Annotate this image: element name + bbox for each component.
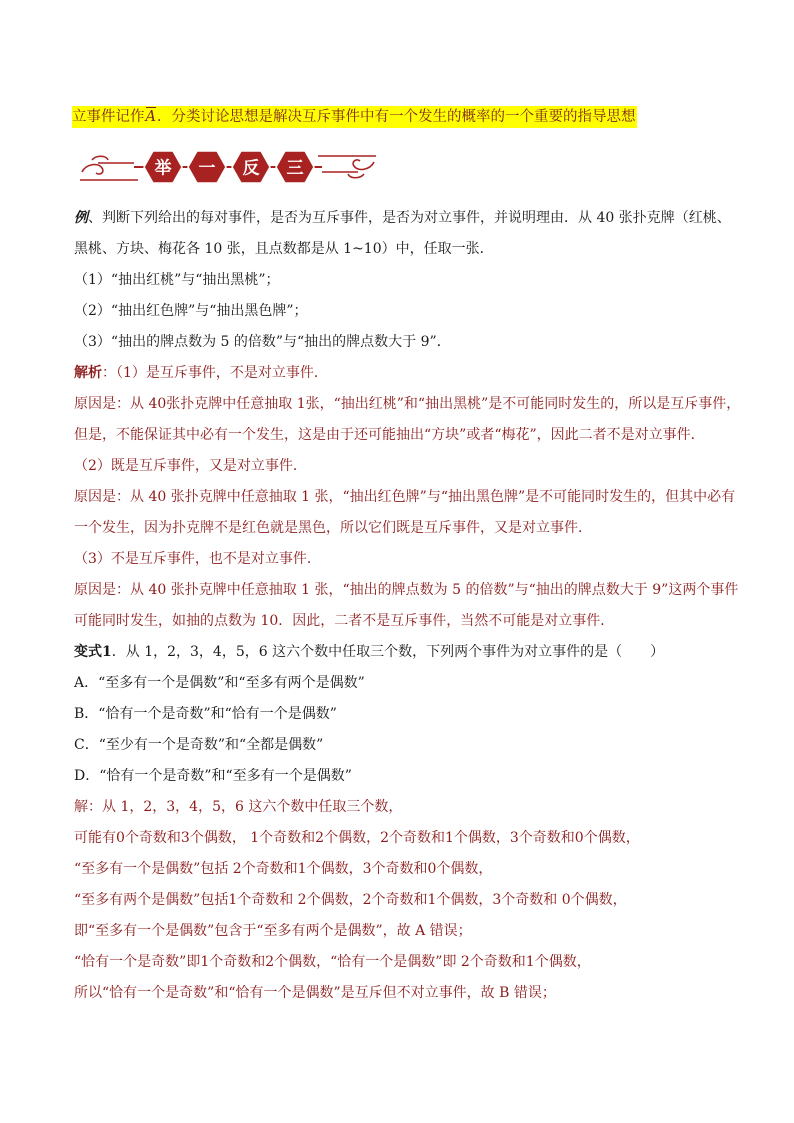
example-line-1 — [74, 208, 731, 228]
analysis-p3-reason-1: 原因是：从 40 张扑克牌中任意抽取 1 张，“抽出的牌点数为 5 的倍数”与“抽出的牌点数大于 9”这两个事件 — [74, 582, 739, 598]
variant-question — [74, 642, 664, 662]
solution-line-7: 所以“恰有一个是奇数”和“恰有一个是偶数”是互斥但不对立事件，故 B 错误； — [74, 985, 556, 1001]
example-item-2: （2）“抽出红色牌”与“抽出黑色牌”； — [74, 303, 308, 319]
banner-char-3: 反 — [242, 158, 260, 179]
example-item-3: （3）“抽出的牌点数为 5 的倍数”与“抽出的牌点数大于 9”． — [74, 334, 451, 350]
example-line-2: 黑桃、方块、梅花各 10 张，且点数都是从 1~10）中，任取一张． — [74, 241, 494, 257]
example-lead: 例 — [74, 210, 88, 226]
option-c: C．“至少有一个是奇数”和“全都是偶数” — [74, 737, 324, 753]
analysis-p1-reason-1: 原因是：从 40张扑克牌中任意抽取 1张，“抽出红桃”和“抽出黑桃”是不可能同时发生的，所以是互斥事件， — [74, 396, 741, 412]
banner-badge-3 — [232, 151, 270, 183]
intro-text-pre: 立事件记作 — [72, 109, 145, 125]
banner-char-4: 三 — [286, 158, 304, 179]
variant-label: 变式1 — [74, 644, 112, 660]
analysis-p1-reason-2: 但是，不能保证其中必有一个发生，这是由于还可能抽出“方块”或者“梅花”，因此二者不是对立事件． — [74, 427, 705, 443]
banner-badge-4 — [276, 151, 314, 183]
analysis-p2: （2）既是互斥事件，又是对立事件． — [74, 458, 307, 474]
right-cloud-ornament — [318, 156, 376, 178]
option-a: A．“至多有一个是偶数”和“至多有两个是偶数” — [74, 675, 365, 691]
banner-badge-1 — [144, 151, 182, 183]
a-bar-symbol: A — [146, 106, 156, 128]
analysis-p1: ：（1）是互斥事件，不是对立事件． — [102, 365, 328, 381]
solution-line-5: 即“至多有一个是偶数”包含于“至多有两个是偶数”，故 A 错误； — [74, 923, 472, 939]
example-item-1: （1）“抽出红桃”与“抽出黑桃”； — [74, 272, 280, 288]
solution-line-4: “至多有两个是偶数”包括1个奇数和 2个偶数，2个奇数和1个偶数，3个奇数和 0个偶数， — [74, 892, 627, 908]
left-cloud-ornament — [80, 156, 138, 180]
intro-highlight — [72, 106, 637, 128]
intro-text-post: ．分类讨论思想是解决互斥事件中有一个发生的概率的一个重要的指导思想 — [156, 109, 636, 125]
solution-line-3: “至多有一个是偶数”包括 2个奇数和1个偶数，3个奇数和0个偶数， — [74, 861, 493, 877]
option-b: B．“恰有一个是奇数”和“恰有一个是偶数” — [74, 706, 337, 722]
analysis-p2-reason-1: 原因是：从 40 张扑克牌中任意抽取 1 张，“抽出红色牌”与“抽出黑色牌”是不可能同时发生的，但其中必有 — [74, 489, 736, 505]
banner-badge-2 — [188, 151, 226, 183]
example-text-1: 、判断下列给出的每对事件，是否为互斥事件，是否为对立事件，并说明理由．从 40 张扑克牌（红桃、 — [88, 210, 731, 226]
analysis-p3-reason-2: 可能同时发生，如抽的点数为 10．因此，二者不是互斥事件，当然不可能是对立事件． — [74, 613, 615, 629]
solution-line-1: 解：从 1，2，3，4，5，6 这六个数中任取三个数， — [74, 799, 403, 815]
analysis-heading — [74, 363, 328, 383]
analysis-p3: （3）不是互斥事件，也不是对立事件． — [74, 551, 321, 567]
solution-line-2: 可能有0个奇数和3个偶数， 1个奇数和2个偶数，2个奇数和1个偶数，3个奇数和0个偶数， — [74, 830, 640, 846]
analysis-label: 解析 — [74, 365, 102, 381]
section-banner — [78, 144, 378, 190]
solution-line-6: “恰有一个是奇数”即1个奇数和2个偶数，“恰有一个是偶数”即 2个奇数和1个偶数， — [74, 954, 591, 970]
banner-char-2: 一 — [198, 158, 216, 179]
variant-question-text: ．从 1，2，3，4，5，6 这六个数中任取三个数，下列两个事件为对立事件的是（ ） — [111, 644, 665, 660]
banner-char-1: 举 — [154, 158, 172, 179]
analysis-p2-reason-2: 一个发生，因为扑克牌不是红色就是黑色，所以它们既是互斥事件，又是对立事件． — [74, 520, 592, 536]
option-d: D．“恰有一个是奇数”和“至多有一个是偶数” — [74, 768, 352, 784]
